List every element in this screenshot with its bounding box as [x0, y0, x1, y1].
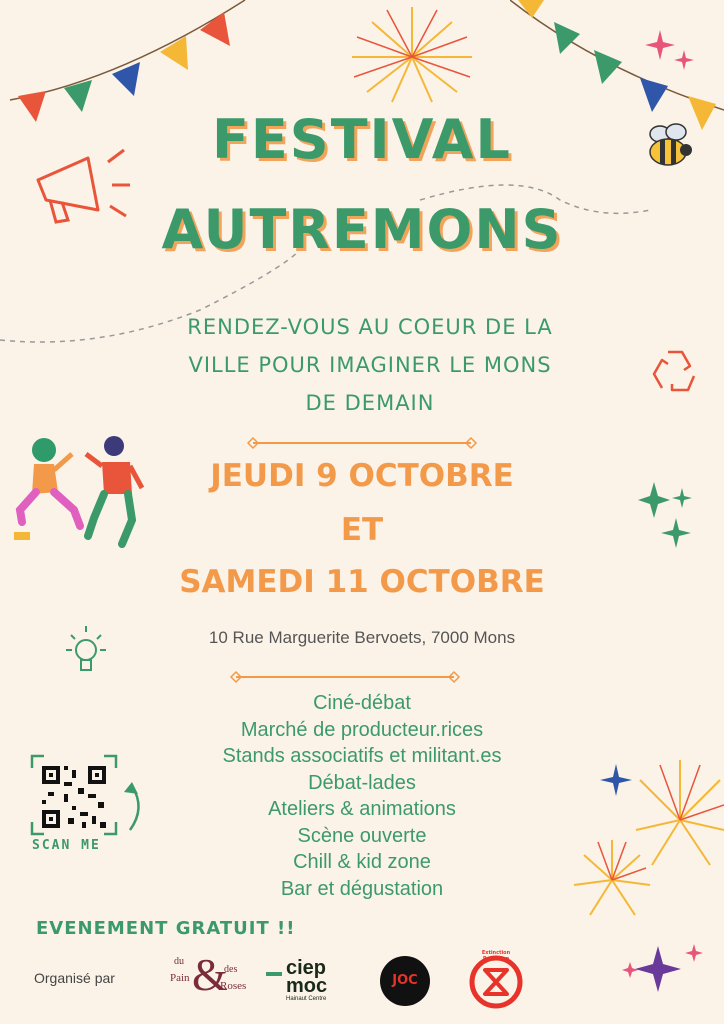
list-item: Bar et dégustation [280, 877, 444, 900]
logo-extinction-rebellion [468, 950, 524, 1010]
page-title-line2: AUTREMONS [161, 198, 563, 261]
qr-code-icon [42, 766, 106, 828]
list-item: Ateliers & animations [268, 798, 456, 820]
subtitle-line3: DE DEMAIN [305, 391, 435, 415]
date-first: JEUDI 9 OCTOBRE [210, 458, 514, 494]
date-second: SAMEDI 11 OCTOBRE [179, 564, 545, 600]
organised-by-label: Organisé par [34, 970, 115, 986]
lightbulb-icon [58, 622, 114, 684]
qr-code-frame[interactable] [28, 752, 148, 842]
fireworks-top-decoration [322, 2, 502, 112]
list-item: Chill & kid zone [293, 851, 431, 873]
logo-pain-roses-du: du [174, 956, 184, 967]
logo-pain-roses [170, 950, 250, 1010]
recycle-icon [644, 342, 706, 404]
subtitle [100, 308, 640, 422]
fireworks-bottom-decoration [560, 740, 724, 930]
list-item: Ciné-débat [313, 692, 411, 714]
logo-xr-text: Extinction Rebellion [481, 950, 511, 962]
extinction-rebellion-icon [468, 954, 524, 1010]
page-title-line1: FESTIVAL [212, 108, 512, 171]
logo-pain-roses-pain: Pain [170, 972, 190, 984]
list-item: Débat-lades [308, 771, 416, 794]
list-item: Marché de producteur.rices [240, 718, 484, 741]
subtitle-line1: RENDEZ-VOUS AU COEUR DE LA [187, 315, 553, 339]
logo-ciep-line1: ciep [286, 957, 327, 979]
scan-me-label: SCAN ME [32, 838, 101, 853]
address: 10 Rue Marguerite Bervoets, 7000 Mons [208, 628, 516, 647]
sparkle-icon [640, 20, 700, 80]
logo-ciep-line2: moc [286, 975, 328, 997]
list-item: Stands associatifs et militant.es [222, 745, 502, 767]
purple-sparkle-icon [618, 936, 708, 996]
date-connector: ET [340, 512, 384, 548]
divider-top [245, 435, 479, 451]
logo-pain-roses-roses: Roses [220, 980, 247, 992]
logo-pain-roses-des: des [224, 964, 238, 975]
logo-ciep-moc [266, 958, 356, 1004]
green-sparkle-icon [636, 478, 700, 554]
divider-bottom [228, 669, 462, 685]
free-event-label: EVENEMENT GRATUIT !! [36, 918, 296, 939]
logo-ciep-line3: Hainaut Centre [286, 996, 327, 1002]
list-item: Scène ouverte [297, 824, 427, 847]
subtitle-line2: VILLE POUR IMAGINER LE MONS [188, 353, 552, 377]
logo-joc-text: JOC [392, 973, 418, 988]
ampersand-icon: & [192, 949, 228, 1000]
logo-joc [380, 956, 430, 1006]
logo-ciep-bar [266, 972, 282, 976]
